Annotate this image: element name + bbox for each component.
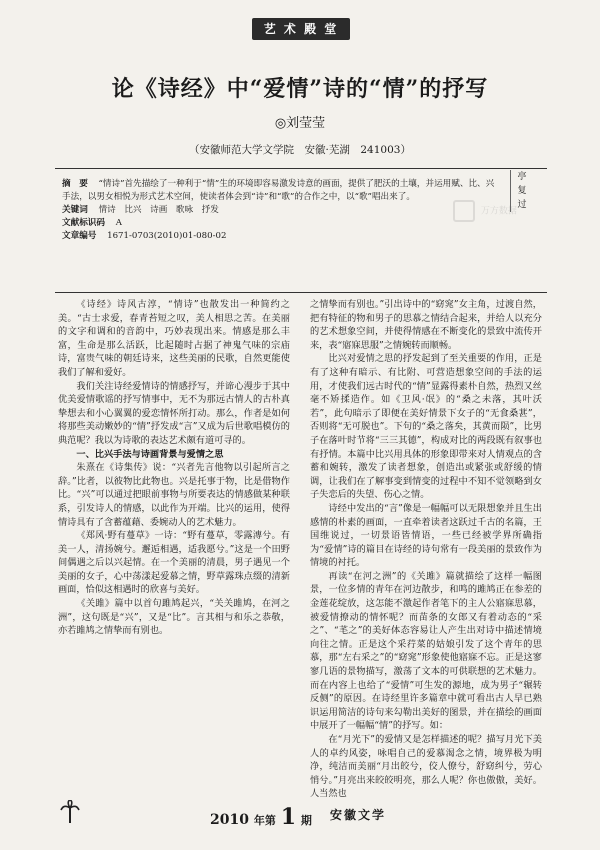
footer-issue	[210, 804, 312, 830]
body-paragraph: 《郑风·野有蔓草》一诗：“野有蔓草，零露漙兮。有美一人，清扬婉兮。邂逅相遇，适我愿兮。”这是一个田野间偶遇之后以兴起情。在一个美丽的清晨，男子遇见一个美丽的女子，心中荡漾起爱慕之情，野草露珠点缀的清新画面，恰似这相遇时的欣喜与美好。	[58, 530, 290, 596]
side-note: 亭复过	[510, 170, 529, 212]
right-column	[310, 298, 542, 801]
abstract-block	[62, 178, 502, 243]
footer-year: 2010	[210, 812, 249, 828]
article-number-label: 文章编号	[62, 231, 97, 241]
keywords	[62, 204, 502, 217]
article-title: 论《诗经》中“爱情”诗的“情”的抒写	[111, 76, 489, 102]
classification-label: 文献标识码	[62, 218, 105, 228]
body-paragraph: 诗经中发出的“言”像是一幅幅可以无限想象并且生出感情的朴素的画面，一直牵着读者这跃过千古的名篇，王国维说过，一切景语皆情语，一些已经被学界所确指为“爱情”诗的篇目在诗经的诗句常有一段美丽的景致作为情境的衬托。	[310, 502, 542, 569]
abstract-label: 摘 要	[62, 179, 88, 189]
section-badge: 艺 术 殿 堂	[252, 18, 350, 40]
footer-issue-number: 1	[280, 804, 297, 830]
body-paragraph: 朱熹在《诗集传》说：“兴者先言他物以引起所言之辞。”比者，以彼物比此物也。兴是托事于物，比是借物作比。“兴”可以通过把眼前事物与所要表达的情感做某种联系，引发诗人的情感，以此作为开端。比兴的运用，使得情诗具有了含蓄蕴藉、委婉动人的艺术魅力。	[58, 462, 290, 528]
body-paragraph: 我们关注诗经爱情诗的情感抒写，并谛心漫步于其中优美爱情歌谣的抒写情事中，无不为那远古情人的古朴真挚想去和小心翼翼的爱恋情怀所打动。那么，作者是如何将那些美动嫩妙的“情”抒发成“言”又成为后世歌唱模仿的典范呢？我以为诗歌的表达艺术颇有道可寻的。	[58, 380, 290, 446]
body-paragraph: 比兴对爱情之思的抒发起到了至关重要的作用，正是有了这种有暗示、有比附、可营造想象空间的手法的运用，才使我们远古时代的“情”显露得素朴自然，热烈又丝毫不矫揉造作。如《卫风·氓》的“桑之未落，其叶沃若”，此句暗示了即便在美好情景下女子的“无食桑葚”，否则将“无可脱也”。下句的“桑之落矣，其黄而陨”，比男子在落叶时节将“三三其德”，构成对比的两段既有叙事也有抒情。本篇中比兴用具体的形象即带来对人情观点的含蓄和婉转，激发了读者想象，创造出或紧张或舒缓的情调，让我们在了解事变到情变的过程中不知不觉领略到女子失恋后的失望、伤心之情。	[310, 353, 542, 501]
author-affiliation: （安徽师范大学文学院 安徽·芜湖 241003）	[189, 144, 411, 156]
palm-tree-icon	[60, 800, 80, 824]
article-number-value: 1671-0703(2010)01-080-02	[107, 231, 227, 241]
page-footer	[0, 800, 600, 830]
classification	[62, 217, 502, 230]
section-heading: 一、比兴手法与诗画背景与爱情之思	[76, 448, 224, 460]
article-number	[62, 230, 502, 243]
abstract-body: “情诗”首先描绘了一种利于“情”生的环境即容易激发诗意的画面，提供了肥沃的土壤，并运用赋、比、兴手法，以男女相悦为形式艺术空间，使读者体会到“诗”和“歌”的合作之中，以“歌”唱出来了。	[62, 179, 495, 202]
body-paragraph: 《关雎》篇中以首句雎鸠起兴，“关关雎鸠，在河之洲”，这句既是“兴”，又是“比”。言其相与和乐之恭敬，亦若雎鸠之情挚而有别也。	[58, 598, 290, 637]
author-name: ◎刘莹莹	[274, 116, 326, 131]
abstract-text	[62, 178, 502, 204]
watermark-logo-icon	[453, 200, 475, 222]
body-paragraph: 在“月光下”的爱情又是怎样描述的呢？描写月光下美人的卓约风姿，咏唱自己的爱慕渴念之情，境界极为明净，纯洁而美丽“月出皎兮，佼人僚兮，舒窈纠兮，劳心悄兮。”月亮出来皎皎明亮，那么人呢？你也傲傲，美好。人当然也	[310, 734, 542, 800]
keywords-value: 情诗 比兴 诗画 歌咏 抒发	[98, 205, 219, 215]
footer-journal: 安徽文学	[330, 808, 387, 822]
abstract-top-rule	[55, 168, 547, 169]
keywords-label: 关键词	[62, 205, 88, 215]
abstract-bottom-rule	[55, 292, 547, 293]
body-paragraph: 之情挚而有别也。”引出诗中的“窈窕”女主角，过渡自然，把有特征的物和男子的思慕之情结合起来，并给人以充分的艺术想象空间，并使得情感在不断变化的景致中流传开来，表“寤寐思服”之情婉转而顺畅。	[310, 299, 542, 351]
footer-year-unit: 年第	[253, 814, 276, 827]
watermark-text: 万方数据	[480, 206, 517, 217]
footer-issue-unit: 期	[300, 814, 312, 827]
body-paragraph: 《诗经》诗风古淳，“情诗”也散发出一种简约之美。“古士求爱，春青苔短之叹，美人相思之苦。在美丽的文字和调和的音韵中，巧妙表现出来。情感是那么丰富，生命是那么活跃，比起随时占据了神鬼气味的宗庙诗，富贵气味的朝廷诗来，这些美丽的民歌，自然更能使我们了解和爱好。	[58, 299, 290, 378]
left-column	[58, 298, 290, 638]
body-paragraph: 再读“在河之洲”的《关雎》篇就描绘了这样一幅图景，一位多情的青年在河边散步，和鸣的雎鸠正在参差的金莲花绽放，这怎能不激起作者笔下的主人公寤寐思慕，被爱情撩动的情怀呢？而苗条的女郎又有着动态的“采之”、“芼之”的美好体态容易让人产生出对诗中描述情境向往之情。正是这个采荇菜的姑娘引发了这个青年的思慕，那“左右采之”的“窈窕”形象使他寤寐不忘。正是这寥寥几语的景物描写，激荡了文本的可供联想的艺术魅力。而在内容上也给了“爱情”可生发的源地，成为男子“辗转反侧”的原因。在诗经里许多篇章中就可看出古人早已熟识运用简洁的诗句来勾勒出美好的图景，并在描绘的画面中展开了一幅幅“情”的抒写。如：	[310, 570, 542, 732]
classification-value: A	[115, 218, 122, 228]
